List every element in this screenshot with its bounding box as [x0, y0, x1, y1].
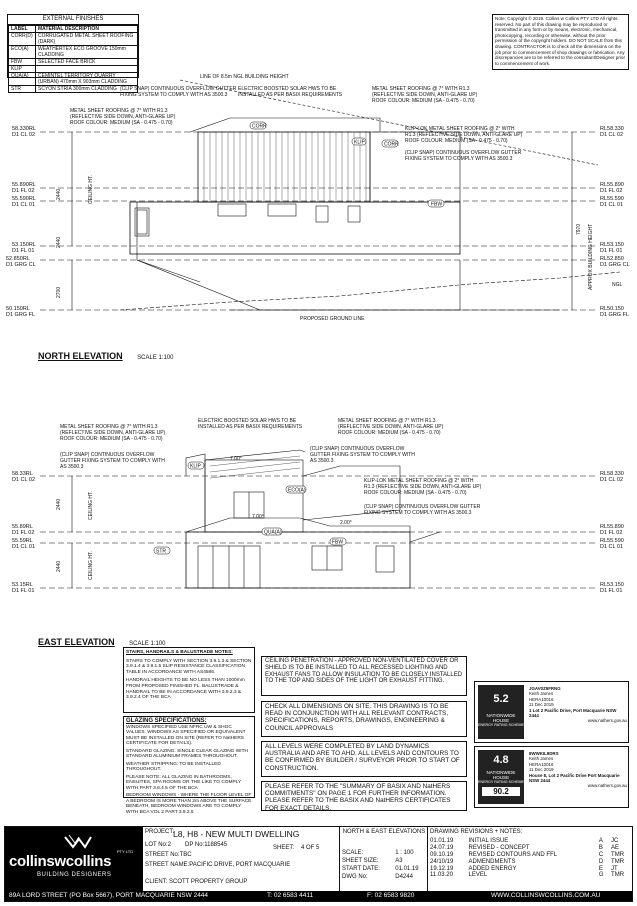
note-ceiling-penetration: CEILING PENETRATION - APPROVED NON-VENTILATED COVER OR SHIELD IS TO BE INSTALLED TO ALL RECESSED LIGHTING AND EXHAUST FANS TO ALLOW INSULATION TO BE CLOSELY INSTALLED TO THE TOP AND SIDES OF THE LIGHT OR EXHAUST FITTING.: [261, 656, 467, 696]
level-left: [12, 126, 36, 138]
stairs-p2: HANDRAIL HEIGHTS TO BE NO LESS THAN 1000mm FROM PROPOSED FINISHED FL. BALUSTRADE & HANDRAIL TO BE IN ACCORDANCE WITH 3.9.2.3 & 3.9.2.4 OF THE BCA: [126, 678, 245, 701]
level-value: RL58.330: [600, 126, 624, 132]
proposed-ground-label: PROPOSED GROUND LINE: [300, 316, 365, 322]
level-label: D1 FL 01: [12, 588, 35, 594]
glazing-p3: WEATHER STRIPPING: TO BE INSTALLED THROUGHOUT.: [126, 761, 221, 772]
east-elevation-scale: SCALE 1:100: [129, 641, 166, 647]
footer-fax: F: 02 6583 9820: [367, 892, 415, 899]
east-elevation-heading: EAST ELEVATION: [38, 637, 115, 647]
finish-desc: CORRUGATED METAL SHEET ROOFING (DARK): [36, 33, 138, 46]
footer-bar: [5, 891, 632, 901]
level-value: RL55.590: [600, 196, 624, 202]
angle-label: 2.00°: [340, 520, 352, 526]
tag-text: FBW: [431, 201, 443, 208]
level-left: [6, 256, 36, 268]
level-value: 52.850RL: [6, 256, 30, 262]
eave-line: [410, 532, 440, 542]
company-logo: [5, 827, 143, 891]
drawing-info: [339, 827, 428, 891]
dim-label: 2440: [56, 236, 62, 248]
level-left: [12, 471, 35, 483]
window: [218, 204, 246, 216]
level-label: D1 FL 02: [12, 530, 35, 536]
rev-code: B: [598, 845, 603, 852]
footer-phone: T: 02 6583 4411: [267, 892, 314, 899]
tag-text: CORR: [252, 123, 267, 130]
finish-label: STR: [9, 86, 36, 93]
level-value: RL55.590: [600, 538, 624, 544]
level-label: D1 GRG CL: [6, 262, 36, 268]
ceiling-ht-label: CEILING HT.: [88, 175, 94, 204]
stairs-title: STAIRS, HANDRAILS & BALUSTRADE NOTES:: [126, 650, 233, 655]
stairs-p1: STAIRS TO COMPLY WITH SECTION 3.9.1.3 & SECTION 3.9.1.4 & 3.9.1.5 SLIP RESISTANCE CLASSIFICATION TABLE IN ACCORDANCE WITH AS4586.: [126, 658, 252, 675]
cert-id: 8WWKIL9DRS: [529, 751, 559, 756]
ground-floor-wall: [186, 529, 410, 588]
ceiling-ht-label: CEILING HT.: [88, 551, 94, 580]
glazing-p5: BEDROOM WINDOWS - WHERE THE FLOOR LEVEL OF A BEDROOM IS MORE THAN 2m ABOVE THE SURFACE BENEATH, BEDROOM WINDOWS ARE TO COMPLY WITH BCA VOL 2 PART 3.9.2.5: [126, 793, 252, 815]
title-block: [4, 826, 633, 902]
level-label: D1 GRG FL: [6, 312, 36, 318]
level-right: [600, 196, 624, 208]
level-value: RL53.150: [600, 242, 624, 248]
rev-date: 09.10.19: [430, 851, 454, 858]
window: [376, 546, 394, 572]
start-label: START DATE:: [342, 866, 380, 872]
angle-label: 7.00°: [230, 456, 242, 462]
cert-address: House 8, Lot 2 Pacific Drive Port Macquarie NSW 2444: [529, 772, 620, 784]
rev-code: D: [598, 858, 604, 865]
cert-scheme: ENERGY RATING SCHEME: [478, 723, 524, 727]
sheet-label: SHEET:: [273, 845, 295, 851]
tag-text: KLIP: [354, 139, 365, 146]
star-rating-badge: [478, 685, 524, 739]
level-right: [600, 242, 624, 254]
level-right: [600, 524, 624, 536]
level-value: RL53.150: [600, 582, 624, 588]
note-east-metal-right: METAL SHEET ROOFING @ 7° WITH R1.3 (REFLECTIVE SIDE DOWN, ANTI-GLARE UP) ROOF COLOUR: MEDIUM (SA - 0.475 - 0.70): [338, 418, 444, 436]
finishes-header-desc: MATERIAL DESCRIPTION: [36, 26, 138, 33]
cert-site: www.nathers.gov.au: [587, 783, 627, 789]
rev-date: 24/10/19: [430, 858, 454, 865]
north-elevation-heading: NORTH ELEVATION: [38, 351, 123, 361]
finish-label: ECO(A): [9, 46, 36, 59]
level-value: 55.59RL: [12, 538, 33, 544]
note-basix: PLEASE REFER TO THE "SUMMARY OF BASIX AND NatHERS COMMITMENTS" ON PAGE 1 FOR FURTHER INFORMATION. PLEASE REFER TO THE BASIX AND NatHERS CERTIFICATES FOR EXACT DETAILS.: [261, 781, 467, 811]
note-metal-left: METAL SHEET ROOFING @ 7° WITH R1.3 (REFLECTIVE SIDE DOWN, ANTI-GLARE UP) ROOF COLOUR: MEDIUM (SA - 0.475 - 0.70): [70, 108, 176, 126]
corrugated-hatch: [204, 132, 366, 202]
level-right: [600, 182, 624, 194]
north-elevation-title: [38, 346, 173, 364]
start-value: 01.01.19: [395, 866, 419, 872]
level-label: D1 CL 01: [600, 202, 624, 208]
note-levels: ALL LEVELS WERE COMPLETED BY LAND DYNAMICS AUSTRALIA AND ARE TO AHD. ALL LEVELS AND CONTOURS TO BE CONFIRMED BY BUILDER / SURVEYOR PRIOR TO START OF CONSTRUCTION.: [261, 741, 467, 777]
level-label: D1 CL 01: [600, 544, 624, 550]
level-value: RL58.330: [600, 471, 624, 477]
dim-label: 2440: [56, 188, 62, 200]
cert-address: 1 Lot 2 Pacific Drive, Port Macquarie NSW 2444: [529, 707, 617, 719]
rev-code: A: [598, 838, 603, 845]
note-east-clip-left: (CLIP SNAP) CONTINUOUS OVERFLOW GUTTER FIXING SYSTEM TO COMPLY WITH AS 3500.3: [60, 452, 165, 470]
upper-roof: [205, 450, 305, 460]
level-value: 50.150RL: [6, 306, 30, 312]
level-label: D1 CL 02: [600, 477, 624, 483]
rev-by: JT: [611, 865, 618, 872]
finish-label: KLIP: [9, 66, 36, 73]
cert-details: [529, 751, 627, 789]
scale-value: 1 : 100: [395, 850, 414, 856]
cert-scheme: ENERGY RATING SCHEME: [478, 780, 524, 784]
finish-desc: WEATHERTEX ECO GROOVE 150mm CLADDING: [36, 46, 138, 59]
tag-text: ECO(A): [288, 487, 306, 494]
rev-date: 19.12.19: [430, 865, 454, 872]
rev-date: 11.03.20: [430, 872, 453, 879]
level-value: 55.590RL: [12, 196, 36, 202]
footer-address: 89A LORD STREET (PO Box 5667), PORT MACQUARIE NSW 2444: [9, 892, 209, 899]
tag-text: FBW: [332, 539, 344, 546]
cert-id: JGAV0Z9FRNG: [529, 686, 561, 691]
level-label: D1 GRG CL: [600, 262, 630, 268]
level-label: D1 FL 02: [600, 188, 623, 194]
glazing-notes: [123, 716, 255, 815]
tag-text: KLIP: [190, 463, 201, 470]
level-label: D1 FL 01: [12, 248, 35, 254]
level-value: 58.330RL: [12, 126, 36, 132]
drawing-name: NORTH & EAST ELEVATIONS: [342, 829, 426, 835]
roof-outline: [190, 118, 380, 132]
cert-brand: NATIONWIDE HOUSE: [486, 713, 516, 723]
dp-number: DP No:1188545: [185, 842, 228, 848]
level-left: [12, 242, 36, 254]
finish-desc: SELECTED FACE BRICK: [36, 59, 138, 66]
cert-accr: HERA10016: [529, 761, 554, 767]
level-label: D1 CL 01: [12, 544, 36, 550]
level-value: 55.890RL: [12, 182, 36, 188]
natural-ground-line: [120, 272, 620, 310]
north-elevation-scale: SCALE 1:100: [137, 355, 174, 361]
finish-label: CORR(D): [9, 33, 36, 46]
garage-outline: [137, 202, 460, 310]
rev-desc: REVISED CONTOURS AND FFL: [468, 851, 558, 858]
level-label: D1 GRG FL: [600, 312, 630, 318]
note-east-solar: ELECTRIC BOOSTED SOLAR HWS TO BE INSTALLED AS PER BASIX REQUIREMENTS: [198, 418, 303, 430]
finish-label: FBW: [9, 59, 36, 66]
window: [348, 206, 360, 222]
tag-text: CORR: [384, 141, 399, 148]
scale-label: SCALE:: [342, 850, 364, 856]
finish-desc: SCYON STRIA 300mm CLADDING: [36, 86, 138, 93]
ground-roof: [186, 518, 410, 532]
level-right: [600, 126, 624, 138]
level-label: D1 CL 02: [600, 132, 624, 138]
note-east-kliplok: KLIP-LOK METAL SHEET ROOFING @ 2° WITH R1.3 (REFLECTIVE SIDE DOWN, ANTI-GLARE UP) ROOF COLOUR: MEDIUM (SA - 0.475 - 0.70): [364, 478, 482, 496]
level-label: D1 FL 02: [600, 530, 623, 536]
rev-by: TMR: [611, 851, 625, 858]
rev-date: 01.01.19: [430, 838, 454, 845]
client: CLIENT: SCOTT PROPERTY GROUP: [145, 879, 248, 885]
level-label: D1 CL 01: [12, 202, 36, 208]
level-right: [600, 582, 624, 594]
dim-label: 2440: [56, 498, 62, 510]
copyright-note: Note: Copyright © 2019. Collins w Collins PTY LTD All rights reserved. No part of this drawing may be reproduced or transmitted in any form or by means, electronic, mechanical, photocopying, recording or otherwise, without the prior permission of the copyright holders. DO NOT SCALE from this drawing. CONTRACTOR is to check all the dimensions on the job prior to commencement of shop drawings or fabrication. Any discrepancies are to be referred to the consultant/Designer prior to commencement of work.: [492, 14, 629, 70]
footer-web[interactable]: WWW.COLLINSWCOLLINS.COM.AU: [491, 892, 601, 899]
window: [316, 206, 328, 222]
tag-text: STR: [156, 548, 166, 555]
cert-brand: NATIONWIDE HOUSE: [486, 770, 516, 780]
ceiling-ht-label: CEILING HT.: [88, 491, 94, 520]
note-east-clip3: (CLIP SNAP) CONTINUOUS OVERFLOW GUTTER FIXING SYSTEM TO COMPLY WITH AS 3500.3: [364, 504, 481, 516]
level-label: D1 FL 01: [600, 588, 623, 594]
rev-desc: LEVEL: [468, 872, 488, 879]
rev-code: G: [598, 872, 604, 879]
revisions-title: DRAWING REVISIONS + NOTES:: [430, 829, 523, 835]
note-kliplok: KLIP-LOK METAL SHEET ROOFING @ 2° WITH R1.3 (REFLECTIVE SIDE DOWN, ANTI-GLARE UP) ROOF COLOUR: MEDIUM (SA - 0.475 - 0.70): [405, 126, 523, 144]
stars-value: 4.8: [493, 754, 509, 766]
rev-desc: ADDED ENERGY: [468, 865, 517, 872]
cert-assessor: Keith James: [529, 756, 554, 762]
rev-by: JC: [611, 838, 619, 845]
cladding-hatch: [210, 456, 300, 478]
energy-certificate: [474, 681, 629, 743]
note-clip-snap2: (CLIP SNAP) CONTINUOUS OVERFLOW GUTTER FIXING SYSTEM TO COMPLY WITH AS 3500.3: [405, 150, 522, 162]
cert-details: [529, 686, 627, 724]
note-check-dimensions: CHECK ALL DIMENSIONS ON SITE. THIS DRAWING IS TO BE READ IN CONJUNCTION WITH ALL RELEVANT CONTRACTS, SPECIFICATIONS, REPORTS, DRAWINGS, ENGINEERING & COUNCIL APPROVALS: [261, 701, 467, 737]
window-pane: [137, 210, 147, 234]
level-right: [600, 256, 630, 268]
finishes-title: EXTERNAL FINISHES: [8, 15, 138, 25]
project-label: PROJECT:: [145, 829, 175, 835]
level-left: [12, 524, 34, 536]
rev-by: TMR: [611, 858, 625, 865]
rev-by: TMR: [611, 872, 625, 879]
stairs-notes: [123, 647, 255, 713]
note-east-metal: METAL SHEET ROOFING @ 7° WITH R1.3 (REFLECTIVE SIDE DOWN, ANTI-GLARE UP) ROOF COLOUR: MEDIUM (SA - 0.475 - 0.70): [60, 424, 166, 442]
note-clip-snap: (CLIP SNAP) CONTINUOUS OVERFLOW GUTTER FIXING SYSTEM TO COMPLY WITH AS 3500.3: [120, 86, 237, 98]
level-right: [600, 471, 624, 483]
level-label: D1 FL 02: [12, 188, 35, 194]
street-number: STREET No:TBC: [145, 852, 192, 858]
level-value: 58.33RL: [12, 471, 33, 477]
level-label: D1 FL 01: [600, 248, 623, 254]
note-solar: ELECTRIC BOOSTED SOLAR HWS TO BE INSTALLED AS PER BASIX REQUIREMENTS: [238, 86, 343, 98]
upper-floor-wall: [198, 132, 370, 202]
tag-text: QUA(A): [264, 529, 282, 536]
lot-number: LOT No:2: [145, 842, 171, 848]
project-block: [143, 827, 331, 891]
cert-mj: 90.2: [482, 787, 520, 796]
level-value: RL52.850: [600, 256, 624, 262]
rev-by: AE: [611, 845, 620, 852]
glazing-p2: STANDARD GLAZING: SINGLE CLEAR GLAZING WITH STANDARD ALUMINIUM FRAMES THROUGHOUT.: [126, 748, 248, 759]
sheet-value: 4 OF 5: [301, 845, 320, 851]
logo-pty: PTY LTD: [117, 849, 134, 854]
window: [268, 204, 296, 216]
logo-subtitle: BUILDING DESIGNERS: [37, 872, 112, 878]
revisions-table: [428, 838, 633, 879]
cert-date: 11 Dec 2019: [529, 702, 554, 708]
level-left: [12, 582, 34, 594]
level-right: [600, 538, 624, 550]
cert-date: 11 Dec 2019: [529, 767, 554, 773]
level-label: D1 CL 02: [12, 132, 36, 138]
drawing-meta: [340, 849, 428, 881]
rev-code: E: [598, 865, 603, 872]
east-elevation-drawing: [0, 410, 637, 630]
size-value: A3: [395, 858, 403, 864]
level-value: 53.15RL: [12, 582, 33, 588]
glazing-title: GLAZING SPECIFICATIONS:: [126, 718, 207, 724]
level-left: [12, 538, 35, 550]
level-value: 53.150RL: [12, 242, 36, 248]
dim-label: 2440: [56, 560, 62, 572]
size-label: SHEET SIZE:: [342, 858, 379, 864]
garage-slope: [137, 260, 200, 282]
note-east-clip-right: (CLIP SNAP) CONTINUOUS OVERFLOW GUTTER FIXING SYSTEM TO COMPLY WITH AS 3500.3: [310, 446, 415, 464]
ngl-label: NGL: [612, 282, 623, 288]
dim-label: 2700: [56, 286, 62, 298]
glazing-p4: PLEASE NOTE: ALL GLAZING IN BATHROOMS, ENSUITES, SPA ROOMS OR THE LIKE TO COMPLY WITH PART 3.6.4.5 OF THE BCA: [126, 774, 242, 791]
level-left: [12, 196, 36, 208]
level-value: RL55.890: [600, 182, 624, 188]
level-left: [6, 306, 35, 318]
external-finishes-table: [7, 14, 139, 92]
angle-label: 7.00°: [252, 514, 264, 520]
dwg-value: D4244: [395, 874, 413, 880]
rev-desc: INITIAL ISSUE: [468, 838, 509, 845]
level-left: [12, 182, 36, 194]
dim-label: 7970: [576, 223, 582, 235]
level-value: RL55.890: [600, 524, 624, 530]
finish-label: QUA(A): [9, 73, 36, 86]
rev-code: C: [598, 851, 604, 858]
project-name: L8, H8 - NEW MULTI DWELLING: [173, 829, 300, 839]
level-value: RL50.150: [600, 306, 624, 312]
note-metal-r1: METAL SHEET ROOFING @ 7° WITH R1.3 (REFLECTIVE SIDE DOWN, ANTI-GLARE UP) ROOF COLOUR: MEDIUM (SA - 0.475 - 0.70): [372, 86, 478, 104]
revisions-block: [427, 827, 633, 891]
dwg-label: DWG No:: [342, 874, 368, 880]
logo-text: collinswcollins: [9, 853, 112, 870]
street-name: STREET NAME:PACIFIC DRIVE, PORT MACQUARIE: [145, 862, 291, 868]
finish-desc: CEMINTEL TERRITORY QUARRY (URBAN) 470mm X 903mm CLADDING: [36, 73, 138, 86]
cert-assessor: Keith James: [529, 691, 554, 697]
rev-date: 24.07.19: [430, 845, 454, 852]
energy-certificate: [474, 746, 629, 808]
rev-desc: ADMENDMENTS: [468, 858, 516, 865]
rev-desc: REVISED - CONCEPT: [468, 845, 530, 852]
building-height-label: LINE OF 8.5m NGL BUILDING HEIGHT: [200, 74, 289, 80]
star-rating-badge: [478, 750, 524, 804]
glazing-p1: WINDOWS SPECIFIED USE NFRC UW & SHGC VALUES. WINDOWS AS SPECIFIED OR EQUIVALENT MUST BE INSTALLED ON SITE (REFER TO NatHERS CERTIFICATE FOR DETAILS).: [126, 724, 246, 746]
cert-site: www.nathers.gov.au: [587, 718, 627, 724]
logo-mark-icon: [63, 833, 93, 851]
finishes-header-label: LABEL: [9, 26, 36, 33]
stars-value: 5.2: [493, 693, 509, 705]
level-right: [600, 306, 629, 318]
approx-height-label: APPROX BUILDING HEIGHT: [588, 223, 594, 290]
level-value: 55.89RL: [12, 524, 33, 530]
cert-accr: HERA10016: [529, 696, 554, 702]
level-label: D1 CL 02: [12, 477, 36, 483]
